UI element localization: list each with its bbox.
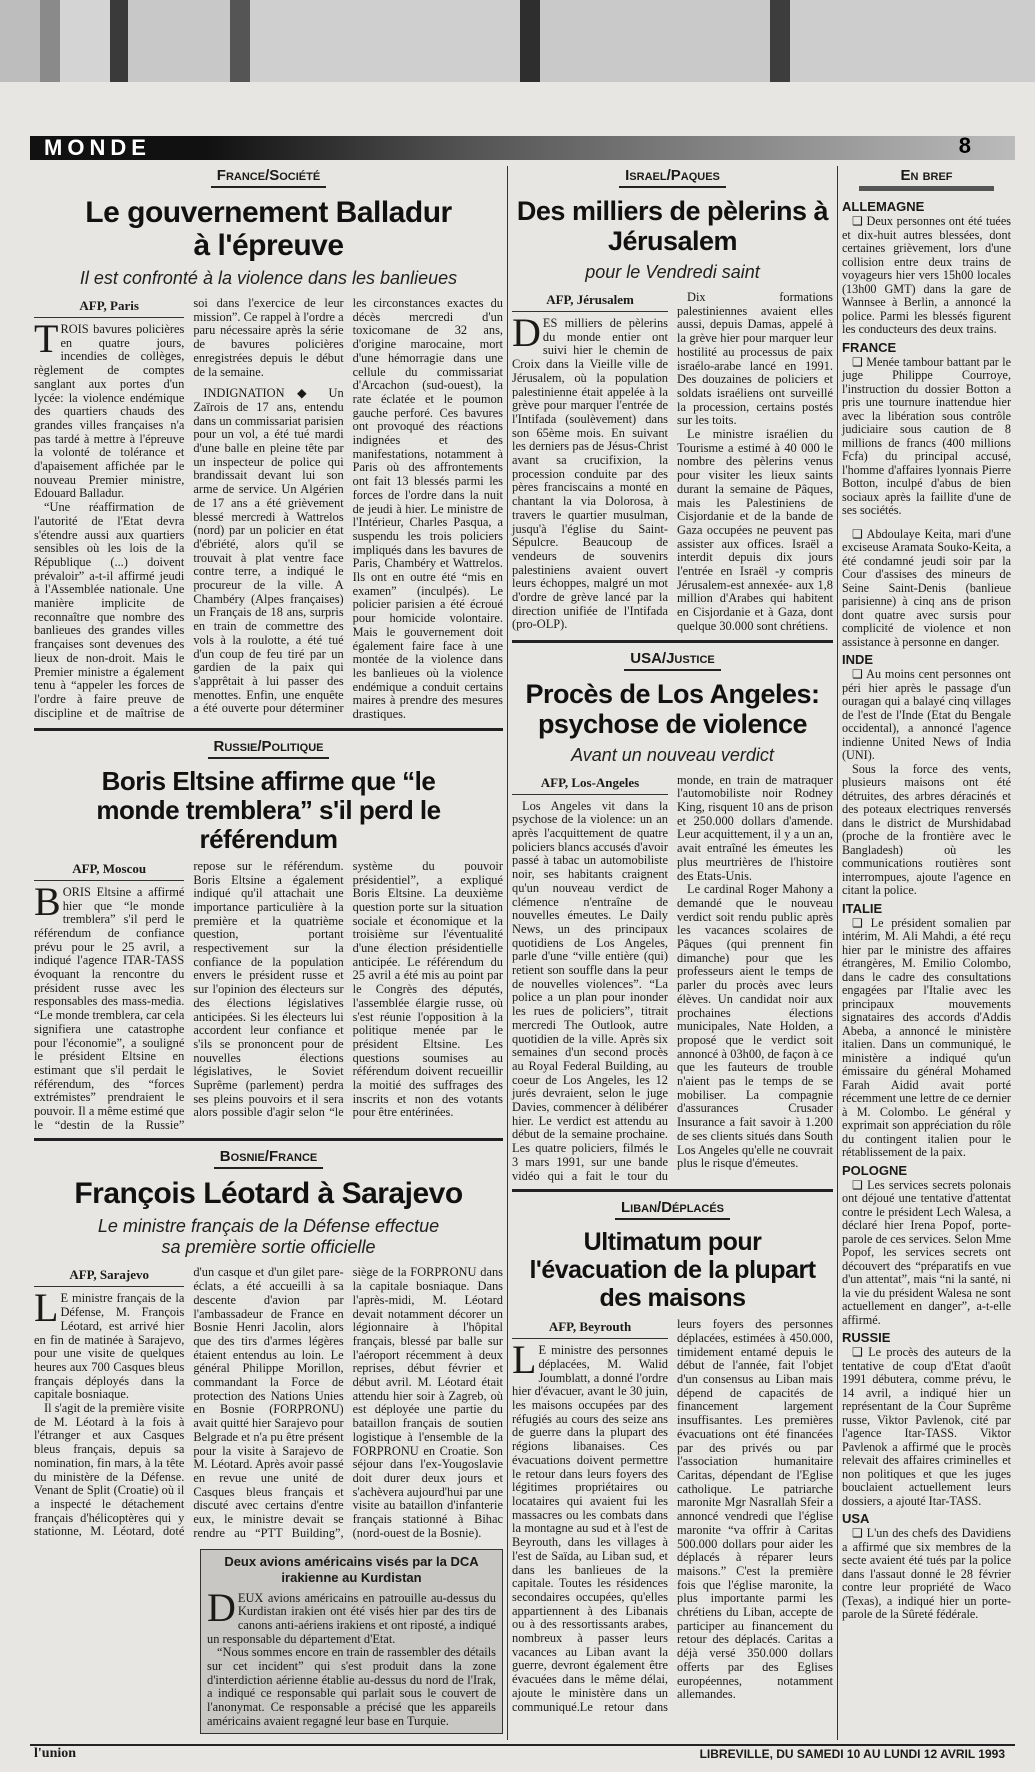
headline-liban: Ultimatum pour l'évacuation de la plupart des maisons <box>529 1228 816 1313</box>
paragraph: “Une réaffirmation de l'autorité de l'Etat devra s'étendre aussi aux quartiers sensibles où les lois de la République (...) doivent prévaloir” a-t-il affirmé jeudi à l'Assemblée nationale. Une manière implicite de reconnaître que nombre des banlieues des grandes villes françaises sont devenues des lieux de non-droit. Mais le Premier ministre a également tenu à “appeler les forces de l'ordre à faire preuve de discipline et de maîtrise de soi dans l'exercice de leur mission”. Ce rappel à l'ordre a paru nécessaire après la série de bavures policières enregistrées depuis le début de la semaine. <box>34 296 344 720</box>
page-columns <box>30 166 1015 1740</box>
byline: AFP, Moscou <box>34 860 184 881</box>
divider <box>512 640 833 643</box>
paragraph: LE ministre des personnes déplacées, M. Walid Joumblatt, a donné l'ordre hier d'évacuer, avant le 30 juin, les maisons occupées par des réfugiés au cours des seize ans de guerre dans la plupart des régions libanaises. Ces évacuations doivent permettre le retour dans leurs foyers des légitimes propriétaires ou locataires qui avaient fui les massacres ou les combats dans la montagne au sud et à l'est de Beyrouth, dans les villages à l'est de Saïda, au Liban sud, et dans les banlieues de la capitale. Toutes les résidences secondaires occupées, qu'elles appartiennent à des Libanais ou à des ressortissants arabes, nombreux à passer leurs vacances au Liban avant la guerre, devront également être évacuées dans le même délai, ajoute le ministère dans un communiqué.Le retour dans leurs foyers des personnes déplacées, estimées à 450.000, timidement entamé depuis le début de l'année, fait l'objet d'un consensus au Liban mais dépend de capacités de financement largement insuffisantes. Les premières évacuations ont été financées par des privés ou par l'association humanitaire Caritas, dépendant de l'Eglise catholique. Le patriarche maronite Mgr Nasrallah Sfeir a annoncé vendredi que l'église maronite “va offrir à Caritas 500.000 dollars pour aider les déplacés à réparer leurs maisons.” C'est la première fois que l'église maronite, la plus importante parmi les chrétiens du Liban, accepte de participer au financement du retour des déplacés. Caritas a déjà versé 350.000 dollars offerts par des Eglises européennes, notamment allemandes. <box>512 1317 833 1714</box>
article-usa <box>512 649 833 1184</box>
right-column <box>838 166 1015 1740</box>
article-israel-body <box>512 291 833 634</box>
headline-russie: Boris Eltsine affirme que “le monde tremblera” s'il perd le référendum <box>96 765 441 854</box>
article-liban <box>512 1198 833 1714</box>
divider <box>34 1138 503 1141</box>
paragraph: Le ministre israélien du Tourisme a estimé à 40 000 le nombre des pèlerins venus pour visiter les lieux saints durant la semaine de Pâques, mais les Palestiniens de Cisjordanie et de la bande de Gaza occupées ne peuvent pas assister aux offices. Israël a interdit depuis dix jours l'entrée en Israël -y compris Jérusalem-est annexée- aux 1,8 million d'Arabes qui habitent en Cisjordanie et à Gaza, dont quelque 30.000 sont chrétiens. <box>677 427 833 633</box>
page-number: 8 <box>958 133 971 158</box>
left-column <box>30 166 508 1740</box>
article-france-body <box>34 297 503 722</box>
kicker-france: France/Société <box>211 166 326 188</box>
subtitle-france: Il est confronté à la violence dans les banlieues <box>79 268 458 288</box>
article-liban-body <box>512 1318 833 1714</box>
headline-usa: Procès de Los Angeles: psychose de violence <box>525 678 820 739</box>
en-bref-item: ❑ Au moins cent personnes ont péri hier après le passage d'un ouragan qui a balayé cinq villages de l'est de l'Inde (Etat du Bengale occidental), a annoncé l'agence indienne United News of India (UNI). <box>842 667 1011 762</box>
paragraph: DEUX avions américains en patrouille au-dessus du Kurdistan irakien ont été visés hier par des tirs de canons anti-aériens irakiens et ont riposté, a indiqué un responsable du département d'Etat. <box>207 1584 496 1646</box>
en-bref-country: ITALIE <box>842 900 883 916</box>
box-title: Deux avions américains visés par la DCA irakienne au Kurdistan <box>224 1553 479 1585</box>
en-bref-country: RUSSIE <box>842 1330 891 1345</box>
byline: AFP, Beyrouth <box>512 1318 668 1339</box>
article-russie-body <box>34 860 503 1133</box>
box-deux-avions <box>200 1549 503 1734</box>
en-bref-item: ❑ L'un des chefs des Davidiens a affirmé que six membres de la secte avaient été tués par la police dans l'assaut donné le 28 février contre leur propriété de Waco (Texas), a indiqué hier un porte-parole de la Sûreté fédérale. <box>842 1526 1011 1621</box>
paragraph: BORIS Eltsine a affirmé hier que “le monde tremblera” s'il perd le référendum de confiance prévu pour le 25 avril, a indiqué l'agence ITAR-TASS évoquant la rencontre du président russe avec les responsables des mass-media. “Le monde tremblera, car cela signifiera une catastrophe pour l'économie”, a souligné le président Eltsine en estimant que s'il perdait le référendum, des “forces extrémistes” prendraient le pouvoir. Il a même estimé que le “destin de la Russie” repose sur le référendum. Boris Eltsine a également indiqué qu'il attachait une importance particulière à la première et la quatrième question, portant respectivement sur la confiance de la population envers le président russe et sur l'opinion des électeurs sur des élections législatives anticipées. Si les électeurs lui accordent leur confiance et s'ils se prononcent pour de nouvelles élections législatives, le Soviet Suprême (parlement) perdra ses pleins pouvoirs et il sera alors possible d'agir selon “le système du pouvoir présidentiel”, a expliqué Boris Eltsine. La deuxième question porte sur la situation sociale et économique et la troisième sur l'éventualité d'une élection présidentielle anticipée. Le référendum du 25 avril a été mis au point par le Congrès des députés, l'assemblée élargie russe, où s'est réunie l'opposition à la politique menée par le président Eltsine. Les questions soumises au référendum doivent recueillir la moitié des suffrages des inscrits et non des votants pour être entérinées. <box>34 858 503 1132</box>
subtitle-usa: Avant un nouveau verdict <box>571 744 774 765</box>
headline-bosnie: François Léotard à Sarajevo <box>74 1177 463 1211</box>
article-usa-body <box>512 774 833 1184</box>
article-bosnie-body <box>34 1266 503 1540</box>
paragraph: DES milliers de pèlerins du monde entier ont suivi hier le chemin de Croix dans la Vieille ville de Jérusalem, où la population palestinienne était appelée à la grève pour marquer l'entrée de l'Intifada (soulèvement) dans son 65ème mois. En suivant les derniers pas de Jésus-Christ avant sa crucifixion, la procession conduite par des pères franciscains a monté en chantant la via Dolorosa, à travers le quartier musulman, jusqu'à l'église du Saint-Sépulcre. Beaucoup de vendeurs de souvenirs palestiniens avaient ouvert leurs échoppes, malgré un mot d'ordre de grève lancé par la direction unifiée de l'Intifada (pro-OLP). <box>512 310 668 632</box>
en-bref-item: Sous la force des vents, plusieurs maisons ont été détruites, des arbres déracinés et des poteaux electriques renversés dans le district de Murshidabad (proche de la frontière avec le Bangladesh) où les communications routières sont interrompues, ajoute l'agence en citant la police. <box>842 761 1011 897</box>
paragraph: Le cardinal Roger Mahony a demandé que le nouveau verdict soit rendu public après les vacances scolaires de Pâques (qui prennent fin dimanche) pour que les professeurs aient le temps de parler du procès avec leurs élèves. Un candidat noir aux prochaines élections municipales, Nate Holden, a proposé que le verdict soit annoncé à 03h00, de façon à ce que les fauteurs de trouble n'aient pas le temps de se mobiliser. La compagnie d'assurances Crusader Insurance a fait savoir à 1.200 de ses clients situés dans South Los Angeles qu'elle ne couvrait plus le risque d'émeutes. <box>677 882 833 1171</box>
byline: AFP, Jérusalem <box>512 291 668 312</box>
kicker-israel: Israel/Paques <box>619 166 726 188</box>
en-bref-item: ❑ Les services secrets polonais ont déjoué une tentative d'attentat contre le président Lech Walesa, a déclaré hier Irena Popof, porte-parole de ces services. Selon Mme Popof, les services secrets ont découvert des “préparatifs en vue d'un attentat”, mais “ni la santé, ni la vie du président Walesa ne sont actuellement en danger”, a-t-elle affirmé. <box>842 1177 1011 1327</box>
en-bref-item: ❑ Deux personnes ont été tuées et dix-huit autres blessées, dont certaines grièvement, lors d'une collision entre deux trains de voyageurs hier vers 15h00 locales (13h00 GMT) dans la gare de Wannsee à Berlin, a annoncé la police. Parmi les blessés figurent les conducteurs des deux trains. <box>842 214 1011 336</box>
headline-israel: Des milliers de pèlerins à Jérusalem <box>516 196 829 256</box>
en-bref-country: FRANCE <box>842 339 897 355</box>
middle-column <box>508 166 838 1740</box>
byline: AFP, Sarajevo <box>34 1266 184 1287</box>
en-bref-country: USA <box>842 1511 870 1526</box>
kicker-bosnie: Bosnie/France <box>214 1147 324 1169</box>
masthead-logo: l'union <box>34 1745 77 1761</box>
dateline: LIBREVILLE, DU SAMEDI 10 AU LUNDI 12 AVRIL 1993 <box>699 1746 1005 1761</box>
kicker-liban: Liban/Déplacés <box>615 1198 730 1220</box>
subtitle-israel: pour le Vendredi saint <box>585 262 760 282</box>
byline: AFP, Los-Angeles <box>512 774 668 795</box>
en-bref-column <box>842 199 1011 1622</box>
en-bref-country: ALLEMAGNE <box>842 199 925 214</box>
article-russie <box>34 737 503 1133</box>
paragraph: LE ministre français de la Défense, M. François Léotard, est arrivé hier en fin de matinée à Sarajevo, pour une visite de quelques heures aux 700 Casques bleus français déployés dans la capitale bosniaque. <box>34 1285 185 1402</box>
headline-france: Le gouvernement Balladur à l'épreuve <box>85 196 452 262</box>
byline: AFP, Paris <box>34 297 184 318</box>
en-bref-country: POLOGNE <box>842 1162 908 1178</box>
paragraph: Los Angeles vit dans la psychose de la violence: un an après l'acquittement de quatre policiers blancs accusés d'avoir passé à tabac un automobiliste noir, ses habitants craignent qu'un nouveau verdict de clémence n'entraîne de nouvelles émeutes. Le Daily News, un des principaux quotidiens de Los Angeles, parle d'une “ville entière (qui) retient son souffle dans la peur de nouvelles violences”. “La police a un plan pour inonder les rues de policiers”, titrait mercredi The Outlook, autre quotidien de la ville. Après six semaines d'un second procès au Royal Federal Building, au coeur de Los Angeles, les 12 jurés devraient, selon le juge Davies, commencer à délibérer hier. Le verdict est attendu au début de la semaine prochaine. Les quatre policiers, filmés le 3 mars 1991, sur une bande vidéo qui a fait le tour du monde, en train de matraquer l'automobiliste noir Rodney King, risquent 10 ans de prison et 250.000 dollars d'amende. Leur acquittement, il y a un an, avait entraîné les émeutes les plus meurtrières de l'histoire des Etats-Unis. <box>512 772 833 1183</box>
en-bref-item: ❑ Abdoulaye Keita, mari d'une exciseuse Aramata Souko-Keita, a été condamné jeudi soir par la Cour d'assises des mineurs de Seine Saint-Denis (banlieue parisienne) à cinq ans de prison dont quatre avec sursis pour complicité de violence et non assistance à personne en danger. <box>842 526 1011 649</box>
page-footer <box>30 1744 1015 1762</box>
paragraph: Il s'agit de la première visite de M. Léotard à la fois à l'étranger et aux Casques bleus français, depuis sa nomination, fin mars, à la tête du ministère de la Défense. Venant de Split (Croatie) où il a inspecté le détachement français d'hélicoptères qui y stationne, M. Léotard, doté d'un casque et d'un gilet pare-éclats, a été accueilli à sa descente d'avion par l'ambassadeur de France en Bosnie Henri Jacolin, alors que des tirs d'armes légères étaient entendus au loin. Le général Philippe Morillon, commandant la Force de protection des Nations Unies en Bosnie (FORPRONU) avait quitté hier Sarajevo pour Belgrade et n'a pu être présent pour la visite à Sarajevo de M. Léotard. Après avoir passé en revue une unité de Casques bleus français et discuté avec certains d'entre eux, le ministre devait se rendre au “PTT Building”, siège de la FORPRONU dans la capitale bosniaque. Dans l'après-midi, M. Léotard devait notamment décorer un légionnaire à l'hôpital français, blessé par balle sur l'aéroport récemment à deux reprises, début février et début avril. M. Léotard était attendu hier soir à Zagreb, où est déployée une partie du bataillon français de soutien logistique à l'ensemble de la FORPRONU en Croatie. Son séjour dans l'ex-Yougoslavie doit durer deux jours et s'achèvera aujourd'hui par une visite au bataillon d'infanterie français stationné à Bihac (nord-ouest de la Bosnie). <box>34 1265 503 1540</box>
kicker-en-bref: En bref <box>859 166 994 191</box>
en-bref-item: ❑ Le président somalien par intérim, M. Ali Mahdi, a été reçu hier par le ministre des affaires étrangères, M. Emilio Colombo, dans le cadre des consultations engagées par l'Italie avec les principaux mouvements signataires des accords d'Addis Abeba, a annoncé le ministère italien. Dans un communiqué, le ministère a indiqué qu'un émissaire du général Mohamed Farah Aidid avait porté récemment une lettre de ce dernier à M. Colombo. Le général y exprimait son appréciation du rôle du contingent italien pour le rétablissement de la paix. <box>842 915 1011 1159</box>
scan-top-margin <box>0 0 1035 82</box>
en-bref-item: ❑ Le procès des auteurs de la tentative de coup d'Etat d'août 1991 débutera, comme prévu, le 14 avril, a indiqué hier un représentant de la Cour Suprême russe, Viktor Pavlenok, cité par l'agence Itar-TASS. Viktor Pavlenok a affirmé que le procès relevait des affaires criminelles et non politiques et que les juges bouclaient actuellement leurs dossiers, a ajouté Itar-TASS. <box>842 1345 1011 1508</box>
kicker-usa: USA/Justice <box>624 649 721 671</box>
subtitle-bosnie: Le ministre français de la Défense effectue sa première sortie officielle <box>97 1216 440 1258</box>
paragraph: INDIGNATION ◆ Un Zaïrois de 17 ans, entendu dans un commissariat parisien pour un vol, a été tué mardi d'une balle en pleine tête par un inspecteur de police qui brandissait devant lui son arme de service. Un Algérien de 17 ans a été grièvement blessé mercredi à Wattrelos (nord) par un policier en état d'ébriété, alors qu'il se trouvait à plat ventre face contre terre, a indiqué le procureur de la ville. A Chambéry (Alpes françaises) un Français de 18 ans, surpris en train de commettre des vols à la roulotte, a été tué d'un coup de feu tiré par un gardien de la paix qui s'apprêtait à lui passer des menottes. Enfin, une enquête a été ouverte pour déterminer les circonstances exactes du décès mercredi d'un toxicomane de 32 ans, d'origine marocaine, mort d'une hémorragie dans une cellule du commissariat d'Arcachon (sud-ouest), la rate éclatée et le poumon gauche perforé. Ces bavures ont provoqué des réactions indignées et des manifestations, notamment à Paris où des affrontements ont fait 13 blessés parmi les forces de l'ordre dans la nuit de jeudi à hier. Le ministre de l'Intérieur, Charles Pasqua, a suspendu les trois policiers impliqués dans les bavures de Paris, Chambéry et Wattrelos. Ils ont en outre été “mis en examen” (inculpés). Le policier parisien a été écroué pour homicide volontaire. Mais le gouvernement doit également faire face à une montée de la violence dans les banlieues où la violence endémique a conduit certains maires à prendre des mesures drastiques. <box>193 296 503 722</box>
article-bosnie <box>34 1147 503 1733</box>
divider <box>34 728 503 731</box>
divider <box>512 1189 833 1192</box>
paragraph: Dix formations palestiniennes avaient elles aussi, depuis Damas, appelé à la grève hier pour marquer leur hostilité au processus de paix israélo-arabe lancé en 1991. Des douzaines de policiers et soldats israéliens ont surveillé la procession, certains postés sur les toits. <box>677 290 833 428</box>
article-israel <box>512 166 833 634</box>
section-name: MONDE <box>44 135 151 160</box>
article-france <box>34 166 503 722</box>
en-bref-country: INDE <box>842 652 874 667</box>
en-bref-item: ❑ Menée tambour battant par le juge Philippe Courroye, l'instruction du dossier Botton a pris une tournure inattendue hier avec la libération sous contrôle judiciaire sous caution de 8 millions de francs (400 millions Fcfa) du principal accusé, l'homme d'affaires lyonnais Pierre Botton, inculpé d'abus de bien sociaux après la faillite d'une de ses sociétés. <box>842 354 1011 517</box>
kicker-russie: Russie/Politique <box>208 737 330 759</box>
section-bar <box>30 133 1015 160</box>
paragraph: TROIS bavures policières en quatre jours, incendies de collèges, règlement de comptes sanglant aux portes d'un lycée: la violence endémique des quartiers chauds des grandes villes françaises n'a pas tardé à mettre à l'épreuve la volonté de tolérance et d'apaisement affichée par le nouveau Premier ministre, Edouard Balladur. <box>34 316 185 501</box>
paragraph: “Nous sommes encore en train de rassembler des détails sur cet incident” qui s'est produit dans la zone d'interdiction aérienne établie au-dessus du nord de l'Irak, a indiqué ce responsable qui parlait sous le couvert de l'anonymat. Ce responsable a précisé que les appareils américains avaient regagné leur base en Turquie. <box>207 1645 496 1728</box>
